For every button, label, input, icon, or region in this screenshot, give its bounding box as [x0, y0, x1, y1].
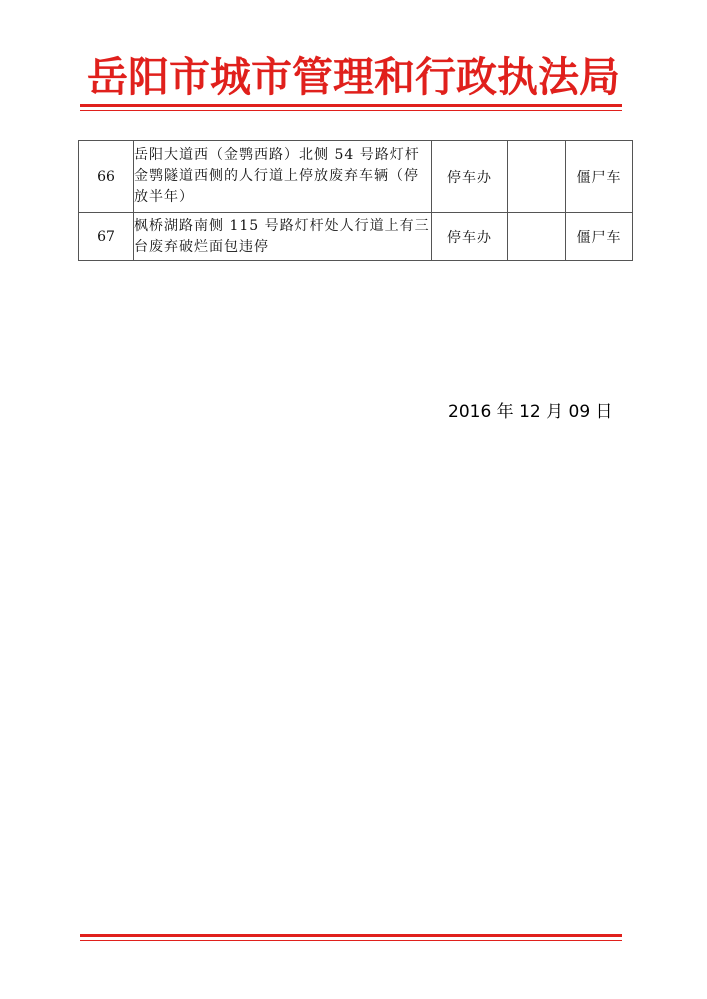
document-date: 2016 年 12 月 09 日 [448, 402, 613, 422]
letterhead-divider-thin [80, 110, 622, 111]
row-department-cell: 停车办 [432, 141, 508, 213]
row-department-cell: 停车办 [432, 213, 508, 261]
row-category-cell: 僵尸车 [566, 213, 633, 261]
row-description-cell: 岳阳大道西（金鹗西路）北侧 54 号路灯杆金鹗隧道西侧的人行道上停放废弃车辆（停放半年） [134, 141, 432, 213]
document-letterhead-title: 岳阳市城市管理和行政执法局 [87, 53, 620, 101]
row-number-cell: 66 [79, 141, 134, 213]
letterhead-divider-thick [80, 104, 622, 107]
row-remark-cell [508, 213, 566, 261]
table-row [79, 213, 633, 261]
row-remark-cell [508, 141, 566, 213]
row-description-cell: 枫桥湖路南侧 115 号路灯杆处人行道上有三台废弃破烂面包违停 [134, 213, 432, 261]
row-category-cell: 僵尸车 [566, 141, 633, 213]
table-row [79, 141, 633, 213]
footer-divider-thick [80, 934, 622, 937]
row-number-cell: 67 [79, 213, 134, 261]
records-table [78, 140, 633, 261]
footer-divider-thin [80, 940, 622, 941]
